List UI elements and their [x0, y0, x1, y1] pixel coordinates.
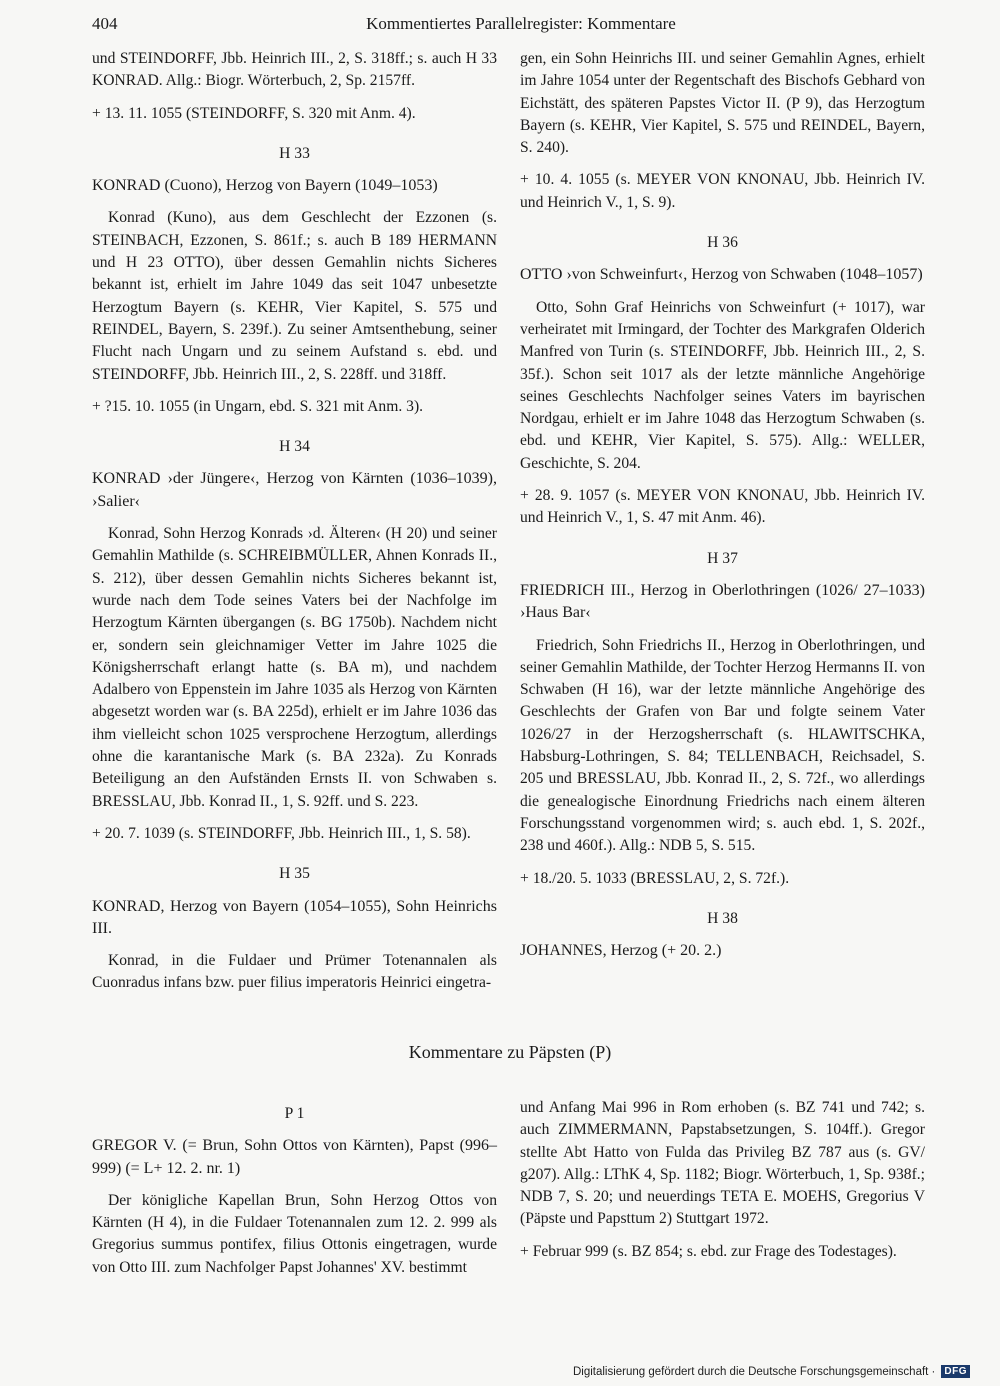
- funding-credit: Digitalisierung gefördert durch die Deutsche Forschungsgemeinschaft ·: [572, 1365, 936, 1378]
- entry-text: Konrad, Sohn Herzog Konrads ›d. Älteren‹ (H 20) und seiner Gemahlin Mathilde (s. SCHREIBMÜLLER, Ahnen Konrads II., S. 212), über dessen Gemahlin nichts Sicheres bekannt ist, wurde nach dem Tode seines Vaters bei der Nachfolge im Herzogtum Kärnten übergangen (s. BG 1750b). Nachdem nicht er, sondern sein gleichnamiger Vetter im Jahre 1025 die Königsherrschaft erlangt hatte (s. BA m), und nachdem Adalbero von Eppenstein im Jahre 1035 als Herzog von Kärnten abgesetzt worden war (s. BA 225d), erhielt er im Jahre 1036 das ihm vielleicht schon 1025 versprochene Herzogtum, allerdings ohne die karantanische Mark (s. BA 232a). Zu Konrads Beteiligung an den Aufständen Ernsts II. von Schwaben s. BRESSLAU, Jbb. Konrad II., 1, S. 92ff. und S. 223.: [92, 525, 497, 810]
- entry-heading: KONRAD (Cuono), Herzog von Bayern (1049–1053): [92, 177, 438, 195]
- death-note: + 28. 9. 1057 (s. MEYER VON KNONAU, Jbb. Heinrich IV. und Heinrich V., 1, S. 47 mit Anm. 46).: [520, 487, 925, 527]
- entry-id: H 37: [707, 549, 738, 567]
- entry-id: H 34: [279, 438, 310, 456]
- continued-paragraph: und STEINDORFF, Jbb. Heinrich III., 2, S. 318ff.; s. auch H 33 KONRAD. Allg.: Biogr. Wörterbuch, 2, Sp. 2157ff.: [92, 50, 497, 90]
- death-note: + Februar 999 (s. BZ 854; s. ebd. zur Frage des Todestages).: [520, 1242, 897, 1260]
- digitization-footer: [573, 1365, 970, 1378]
- death-note: + 20. 7. 1039 (s. STEINDORFF, Jbb. Heinrich III., 1, S. 58).: [92, 824, 471, 842]
- entry-heading: OTTO ›von Schweinfurt‹, Herzog von Schwaben (1048–1057): [520, 266, 923, 284]
- death-note: + 10. 4. 1055 (s. MEYER VON KNONAU, Jbb. Heinrich IV. und Heinrich V., 1, S. 9).: [520, 171, 925, 211]
- entry-heading: JOHANNES, Herzog (+ 20. 2.): [520, 942, 722, 960]
- page-number: 404: [92, 14, 118, 33]
- entry-text: Otto, Sohn Graf Heinrichs von Schweinfurt (+ 1017), war verheiratet mit Irmingard, der Tochter des Markgrafen Olderich Manfred von Turin (s. STEINDORFF, Jbb. Heinrich III., 2, S. 35f.). Schon seit 1017 als der letzte männliche Angehörige seines Geschlechts Nachfolger seines Vaters im bayrischen Nordgau, erhielt er im Jahre 1048 das Herzogtum Schwaben (s. ebd. und KEHR, Vier Kapitel, S. 575). Allg.: WELLER, Geschichte, S. 204.: [520, 298, 925, 472]
- section-title: Kommentare zu Päpsten (P): [408, 1042, 612, 1062]
- entry-id: P 1: [284, 1105, 305, 1122]
- death-note: + 13. 11. 1055 (STEINDORFF, S. 320 mit Anm. 4).: [92, 104, 416, 122]
- entry-id: H 35: [279, 865, 310, 883]
- entry-heading: KONRAD ›der Jüngere‹, Herzog von Kärnten (1036–1039), ›Salier‹: [92, 470, 497, 510]
- running-title: Kommentiertes Parallelregister: Kommentare: [366, 14, 676, 33]
- entry-heading: FRIEDRICH III., Herzog in Oberlothringen (1026/ 27–1033) ›Haus Bar‹: [520, 581, 925, 622]
- running-header: [92, 14, 930, 40]
- right-column: [520, 48, 925, 972]
- left-column: [92, 48, 497, 1005]
- entry-text: Konrad, in die Fuldaer und Prümer Totenannalen als Cuonradus infans bzw. puer filius imperatoris Heinrici eingetra-: [92, 952, 497, 992]
- entry-id: H 33: [279, 144, 310, 162]
- entry-heading: KONRAD, Herzog von Bayern (1054–1055), Sohn Heinrichs III.: [92, 897, 497, 937]
- continued-paragraph: gen, ein Sohn Heinrichs III. und seiner Gemahlin Agnes, erhielt im Jahre 1054 unter der Regentschaft des Bischofs Gebhard von Eichstätt, des späteren Papstes Victor II. (P 9), das Herzogtum Bayern (s. KEHR, Vier Kapitel, S. 575 und REINDEL, Bayern, S. 240).: [520, 50, 925, 157]
- entry-id: H 36: [707, 234, 738, 252]
- death-note: + 18./20. 5. 1033 (BRESSLAU, 2, S. 72f.).: [520, 869, 790, 887]
- right-column-p1: [520, 1097, 925, 1275]
- entry-id: H 38: [707, 909, 738, 927]
- entry-heading: GREGOR V. (= Brun, Sohn Ottos von Kärnten), Papst (996–999) (= L+ 12. 2. nr. 1): [92, 1137, 497, 1177]
- entry-text: Friedrich, Sohn Friedrichs II., Herzog in Oberlothringen, und seiner Gemahlin Mathilde, der Tochter Herzog Hermanns II. von Schwaben (H 16), war der letzte männliche Angehörige des Geschlechts der Grafen von Bar und folgte seinem Vater 1026/27 in der Herzogsherrschaft (s. HLAWITSCHKA, Habsburg-Lothringen, S. 84; TELLENBACH, Reichsadel, S. 205 und BRESSLAU, Jbb. Konrad II., 2, S. 72f., wo allerdings die genealogische Einordnung Friedrichs nach einem älteren Forschungsstand vorgenommen wird; s. auch ebd. 1, S. 202f., 238 und 460f.). Allg.: NDB 5, S. 515.: [520, 636, 925, 855]
- death-note: + ?15. 10. 1055 (in Ungarn, ebd. S. 321 mit Anm. 3).: [92, 397, 424, 415]
- entry-text: Konrad (Kuno), aus dem Geschlecht der Ezzonen (s. STEINBACH, Ezzonen, S. 861f.; s. auch B 189 HERMANN und H 23 OTTO), über dessen Gemahlin nichts Sicheres bekannt ist, erhielt im Jahre 1049 das seit 1047 unbesetzte Herzogtum Bayern (s. KEHR, Vier Kapitel, S. 575 und REINDEL, Bayern, S. 239f.). Zu seiner Amtsenthebung, seiner Flucht nach Ungarn und zu seinem Aufstand s. ebd. und STEINDORFF, Jbb. Heinrich III., 2, S. 228ff. und 318ff.: [92, 209, 497, 383]
- entry-text: Der königliche Kapellan Brun, Sohn Herzog Ottos von Kärnten (H 4), in die Fuldaer Totenannalen zum 12. 2. 999 als Gregorius summus pontifex, filius Ottonis eingetragen, wurde von Otto III. zum Nachfolger Papst Johannes' XV. bestimmt: [92, 1191, 497, 1276]
- left-column-p1: [92, 1097, 497, 1289]
- continued-paragraph: und Anfang Mai 996 in Rom erhoben (s. BZ 741 und 742; s. auch ZIMMERMANN, Papstabsetzungen, S. 104ff.). Gregor stellte Abt Hatto von Fulda das Privileg BZ 787 aus (s. GV/ g207). Allg.: LThK 4, Sp. 1182; Biogr. Wörterbuch, 1, Sp. 938f.; NDB 7, S. 20; und neuerdings TETA E. MOEHS, Gregorius V (Päpste und Papsttum 2) Stuttgart 1972.: [520, 1099, 925, 1228]
- dfg-logo: DFG: [941, 1365, 970, 1378]
